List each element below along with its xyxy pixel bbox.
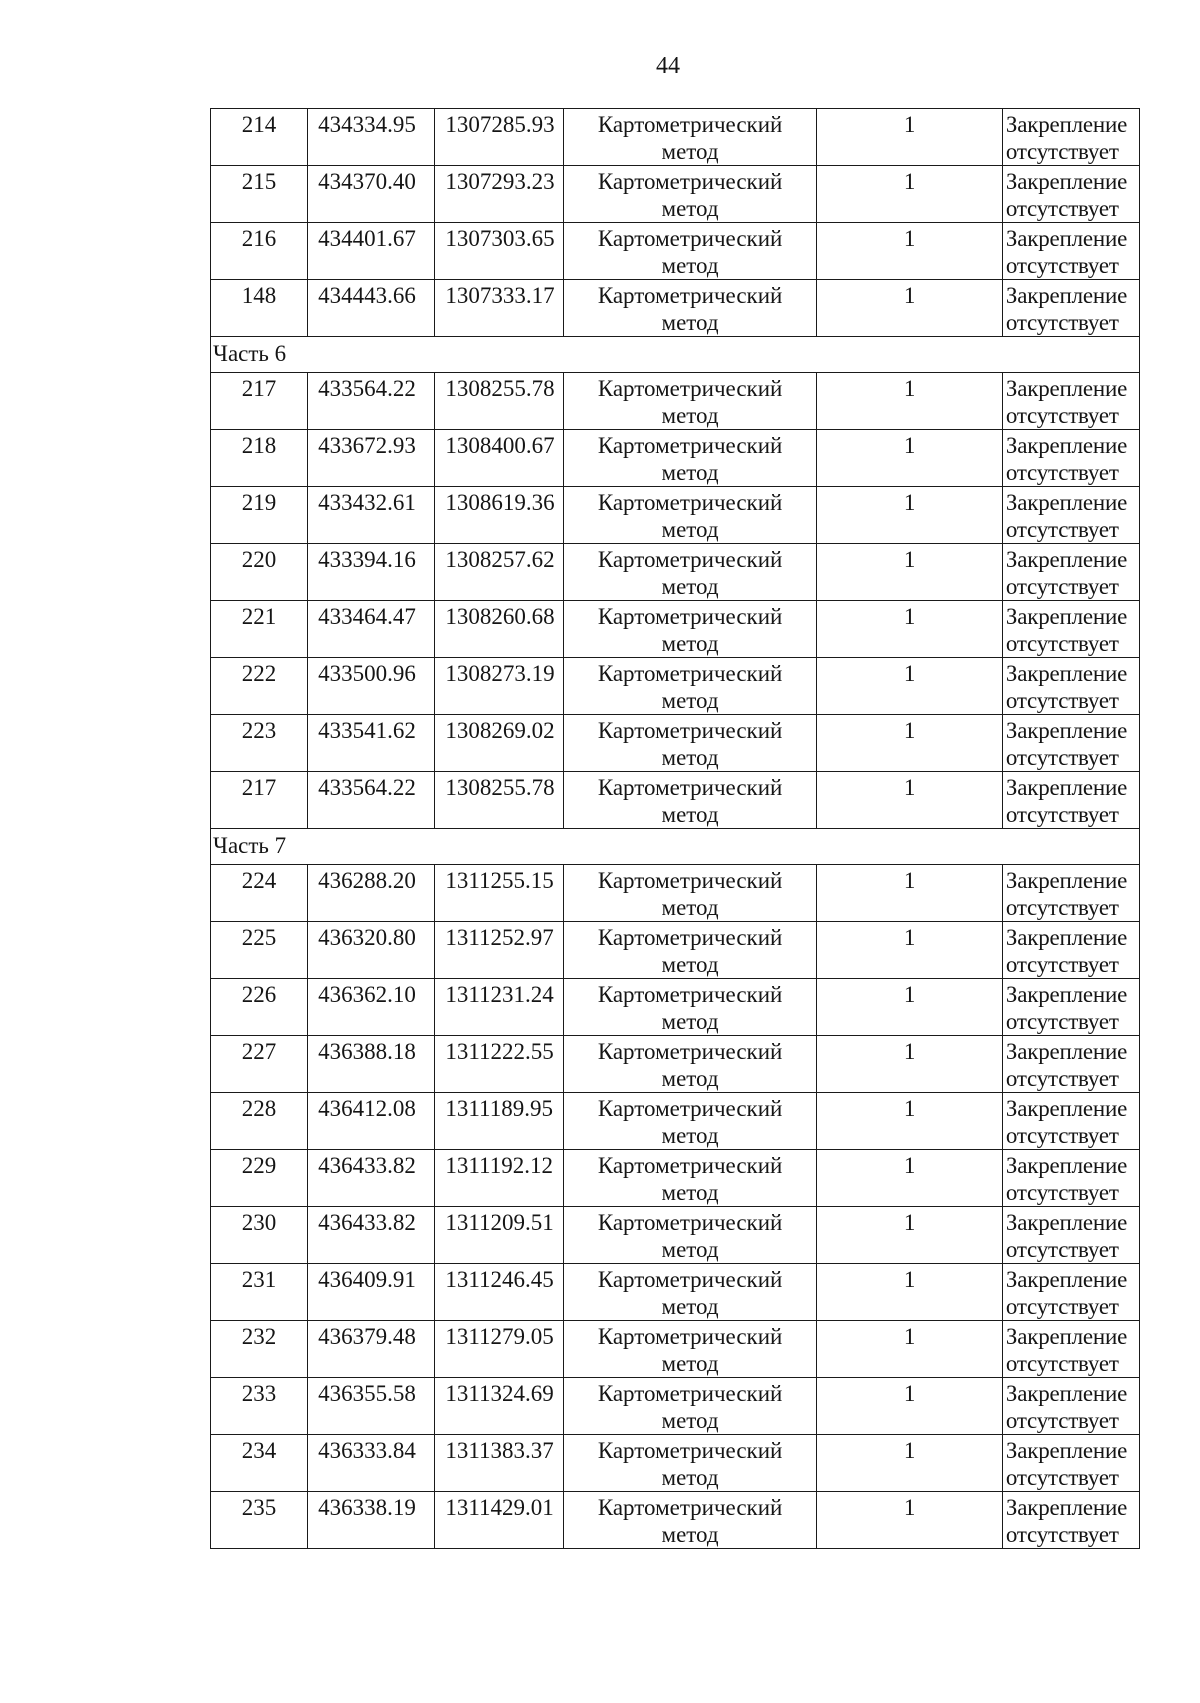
y-coordinate-cell: 1311222.55 — [435, 1036, 563, 1093]
y-coordinate-cell: 1311429.01 — [435, 1492, 563, 1549]
point-number-cell: 214 — [211, 109, 308, 166]
point-number-cell: 224 — [211, 865, 308, 922]
point-number-cell: 216 — [211, 223, 308, 280]
x-coordinate-cell: 433564.22 — [308, 772, 435, 829]
table-row — [211, 1321, 1140, 1378]
y-coordinate-cell: 1308255.78 — [435, 373, 563, 430]
fixation-cell: Закрепление отсутствует — [1002, 979, 1139, 1036]
table-row — [211, 223, 1140, 280]
table-row — [211, 1435, 1140, 1492]
table-row — [211, 430, 1140, 487]
fixation-cell: Закрепление отсутствует — [1002, 1093, 1139, 1150]
point-number-cell: 218 — [211, 430, 308, 487]
point-number-cell: 231 — [211, 1264, 308, 1321]
fixation-cell: Закрепление отсутствует — [1002, 1378, 1139, 1435]
point-number-cell: 235 — [211, 1492, 308, 1549]
accuracy-cell: 1 — [817, 658, 1003, 715]
method-cell: Картометрический метод — [563, 1435, 817, 1492]
accuracy-cell: 1 — [817, 1207, 1003, 1264]
fixation-cell: Закрепление отсутствует — [1002, 1264, 1139, 1321]
fixation-cell: Закрепление отсутствует — [1002, 166, 1139, 223]
coordinates-table-body — [211, 109, 1140, 1549]
point-number-cell: 234 — [211, 1435, 308, 1492]
y-coordinate-cell: 1308269.02 — [435, 715, 563, 772]
y-coordinate-cell: 1311246.45 — [435, 1264, 563, 1321]
coordinates-table — [210, 108, 1140, 1549]
x-coordinate-cell: 433672.93 — [308, 430, 435, 487]
method-cell: Картометрический метод — [563, 601, 817, 658]
point-number-cell: 215 — [211, 166, 308, 223]
table-row — [211, 922, 1140, 979]
accuracy-cell: 1 — [817, 1321, 1003, 1378]
method-cell: Картометрический метод — [563, 1150, 817, 1207]
fixation-cell: Закрепление отсутствует — [1002, 1435, 1139, 1492]
section-heading: Часть 6 — [211, 337, 1140, 373]
table-row — [211, 109, 1140, 166]
point-number-cell: 148 — [211, 280, 308, 337]
fixation-cell: Закрепление отсутствует — [1002, 1036, 1139, 1093]
x-coordinate-cell: 436433.82 — [308, 1150, 435, 1207]
y-coordinate-cell: 1311279.05 — [435, 1321, 563, 1378]
fixation-cell: Закрепление отсутствует — [1002, 922, 1139, 979]
x-coordinate-cell: 436433.82 — [308, 1207, 435, 1264]
x-coordinate-cell: 433564.22 — [308, 373, 435, 430]
x-coordinate-cell: 433500.96 — [308, 658, 435, 715]
method-cell: Картометрический метод — [563, 772, 817, 829]
accuracy-cell: 1 — [817, 280, 1003, 337]
y-coordinate-cell: 1307303.65 — [435, 223, 563, 280]
y-coordinate-cell: 1311255.15 — [435, 865, 563, 922]
accuracy-cell: 1 — [817, 487, 1003, 544]
method-cell: Картометрический метод — [563, 430, 817, 487]
y-coordinate-cell: 1311209.51 — [435, 1207, 563, 1264]
method-cell: Картометрический метод — [563, 1264, 817, 1321]
y-coordinate-cell: 1307333.17 — [435, 280, 563, 337]
point-number-cell: 228 — [211, 1093, 308, 1150]
accuracy-cell: 1 — [817, 1492, 1003, 1549]
method-cell: Картометрический метод — [563, 715, 817, 772]
fixation-cell: Закрепление отсутствует — [1002, 658, 1139, 715]
method-cell: Картометрический метод — [563, 166, 817, 223]
point-number-cell: 225 — [211, 922, 308, 979]
accuracy-cell: 1 — [817, 865, 1003, 922]
section-heading-row — [211, 337, 1140, 373]
accuracy-cell: 1 — [817, 1036, 1003, 1093]
x-coordinate-cell: 436333.84 — [308, 1435, 435, 1492]
table-row — [211, 1207, 1140, 1264]
method-cell: Картометрический метод — [563, 865, 817, 922]
method-cell: Картометрический метод — [563, 373, 817, 430]
point-number-cell: 220 — [211, 544, 308, 601]
method-cell: Картометрический метод — [563, 979, 817, 1036]
table-row — [211, 544, 1140, 601]
table-row — [211, 772, 1140, 829]
y-coordinate-cell: 1308273.19 — [435, 658, 563, 715]
method-cell: Картометрический метод — [563, 487, 817, 544]
table-row — [211, 373, 1140, 430]
point-number-cell: 233 — [211, 1378, 308, 1435]
point-number-cell: 229 — [211, 1150, 308, 1207]
table-row — [211, 166, 1140, 223]
table-row — [211, 979, 1140, 1036]
table-row — [211, 1093, 1140, 1150]
x-coordinate-cell: 436388.18 — [308, 1036, 435, 1093]
y-coordinate-cell: 1308257.62 — [435, 544, 563, 601]
section-heading: Часть 7 — [211, 829, 1140, 865]
fixation-cell: Закрепление отсутствует — [1002, 430, 1139, 487]
table-row — [211, 865, 1140, 922]
table-row — [211, 1036, 1140, 1093]
y-coordinate-cell: 1311192.12 — [435, 1150, 563, 1207]
table-row — [211, 487, 1140, 544]
page-number: 44 — [656, 53, 680, 79]
fixation-cell: Закрепление отсутствует — [1002, 544, 1139, 601]
table-row — [211, 280, 1140, 337]
x-coordinate-cell: 436409.91 — [308, 1264, 435, 1321]
section-heading-row — [211, 829, 1140, 865]
accuracy-cell: 1 — [817, 979, 1003, 1036]
point-number-cell: 226 — [211, 979, 308, 1036]
x-coordinate-cell: 433464.47 — [308, 601, 435, 658]
table-row — [211, 715, 1140, 772]
y-coordinate-cell: 1307293.23 — [435, 166, 563, 223]
fixation-cell: Закрепление отсутствует — [1002, 223, 1139, 280]
fixation-cell: Закрепление отсутствует — [1002, 280, 1139, 337]
method-cell: Картометрический метод — [563, 544, 817, 601]
x-coordinate-cell: 433432.61 — [308, 487, 435, 544]
method-cell: Картометрический метод — [563, 1093, 817, 1150]
x-coordinate-cell: 436355.58 — [308, 1378, 435, 1435]
y-coordinate-cell: 1307285.93 — [435, 109, 563, 166]
x-coordinate-cell: 433541.62 — [308, 715, 435, 772]
fixation-cell: Закрепление отсутствует — [1002, 772, 1139, 829]
fixation-cell: Закрепление отсутствует — [1002, 865, 1139, 922]
y-coordinate-cell: 1311383.37 — [435, 1435, 563, 1492]
y-coordinate-cell: 1311252.97 — [435, 922, 563, 979]
y-coordinate-cell: 1308260.68 — [435, 601, 563, 658]
method-cell: Картометрический метод — [563, 658, 817, 715]
x-coordinate-cell: 434370.40 — [308, 166, 435, 223]
point-number-cell: 222 — [211, 658, 308, 715]
method-cell: Картометрический метод — [563, 1321, 817, 1378]
accuracy-cell: 1 — [817, 109, 1003, 166]
accuracy-cell: 1 — [817, 922, 1003, 979]
accuracy-cell: 1 — [817, 1264, 1003, 1321]
table-row — [211, 658, 1140, 715]
accuracy-cell: 1 — [817, 601, 1003, 658]
table-row — [211, 1150, 1140, 1207]
fixation-cell: Закрепление отсутствует — [1002, 1321, 1139, 1378]
point-number-cell: 217 — [211, 772, 308, 829]
x-coordinate-cell: 436288.20 — [308, 865, 435, 922]
method-cell: Картометрический метод — [563, 1036, 817, 1093]
x-coordinate-cell: 433394.16 — [308, 544, 435, 601]
y-coordinate-cell: 1308400.67 — [435, 430, 563, 487]
fixation-cell: Закрепление отсутствует — [1002, 601, 1139, 658]
table-row — [211, 601, 1140, 658]
accuracy-cell: 1 — [817, 223, 1003, 280]
y-coordinate-cell: 1311324.69 — [435, 1378, 563, 1435]
accuracy-cell: 1 — [817, 1435, 1003, 1492]
fixation-cell: Закрепление отсутствует — [1002, 109, 1139, 166]
x-coordinate-cell: 434334.95 — [308, 109, 435, 166]
point-number-cell: 223 — [211, 715, 308, 772]
accuracy-cell: 1 — [817, 1093, 1003, 1150]
point-number-cell: 227 — [211, 1036, 308, 1093]
accuracy-cell: 1 — [817, 772, 1003, 829]
fixation-cell: Закрепление отсутствует — [1002, 1492, 1139, 1549]
accuracy-cell: 1 — [817, 715, 1003, 772]
table-row — [211, 1264, 1140, 1321]
fixation-cell: Закрепление отсутствует — [1002, 1150, 1139, 1207]
x-coordinate-cell: 436362.10 — [308, 979, 435, 1036]
y-coordinate-cell: 1311189.95 — [435, 1093, 563, 1150]
method-cell: Картометрический метод — [563, 280, 817, 337]
fixation-cell: Закрепление отсутствует — [1002, 373, 1139, 430]
table-row — [211, 1492, 1140, 1549]
table-row — [211, 1378, 1140, 1435]
fixation-cell: Закрепление отсутствует — [1002, 715, 1139, 772]
y-coordinate-cell: 1311231.24 — [435, 979, 563, 1036]
point-number-cell: 217 — [211, 373, 308, 430]
x-coordinate-cell: 434443.66 — [308, 280, 435, 337]
point-number-cell: 221 — [211, 601, 308, 658]
accuracy-cell: 1 — [817, 373, 1003, 430]
accuracy-cell: 1 — [817, 1150, 1003, 1207]
method-cell: Картометрический метод — [563, 1378, 817, 1435]
method-cell: Картометрический метод — [563, 223, 817, 280]
point-number-cell: 230 — [211, 1207, 308, 1264]
y-coordinate-cell: 1308255.78 — [435, 772, 563, 829]
accuracy-cell: 1 — [817, 544, 1003, 601]
x-coordinate-cell: 436338.19 — [308, 1492, 435, 1549]
point-number-cell: 232 — [211, 1321, 308, 1378]
x-coordinate-cell: 436412.08 — [308, 1093, 435, 1150]
accuracy-cell: 1 — [817, 1378, 1003, 1435]
method-cell: Картометрический метод — [563, 922, 817, 979]
y-coordinate-cell: 1308619.36 — [435, 487, 563, 544]
method-cell: Картометрический метод — [563, 109, 817, 166]
fixation-cell: Закрепление отсутствует — [1002, 487, 1139, 544]
x-coordinate-cell: 436320.80 — [308, 922, 435, 979]
method-cell: Картометрический метод — [563, 1492, 817, 1549]
x-coordinate-cell: 436379.48 — [308, 1321, 435, 1378]
fixation-cell: Закрепление отсутствует — [1002, 1207, 1139, 1264]
x-coordinate-cell: 434401.67 — [308, 223, 435, 280]
accuracy-cell: 1 — [817, 430, 1003, 487]
method-cell: Картометрический метод — [563, 1207, 817, 1264]
point-number-cell: 219 — [211, 487, 308, 544]
accuracy-cell: 1 — [817, 166, 1003, 223]
